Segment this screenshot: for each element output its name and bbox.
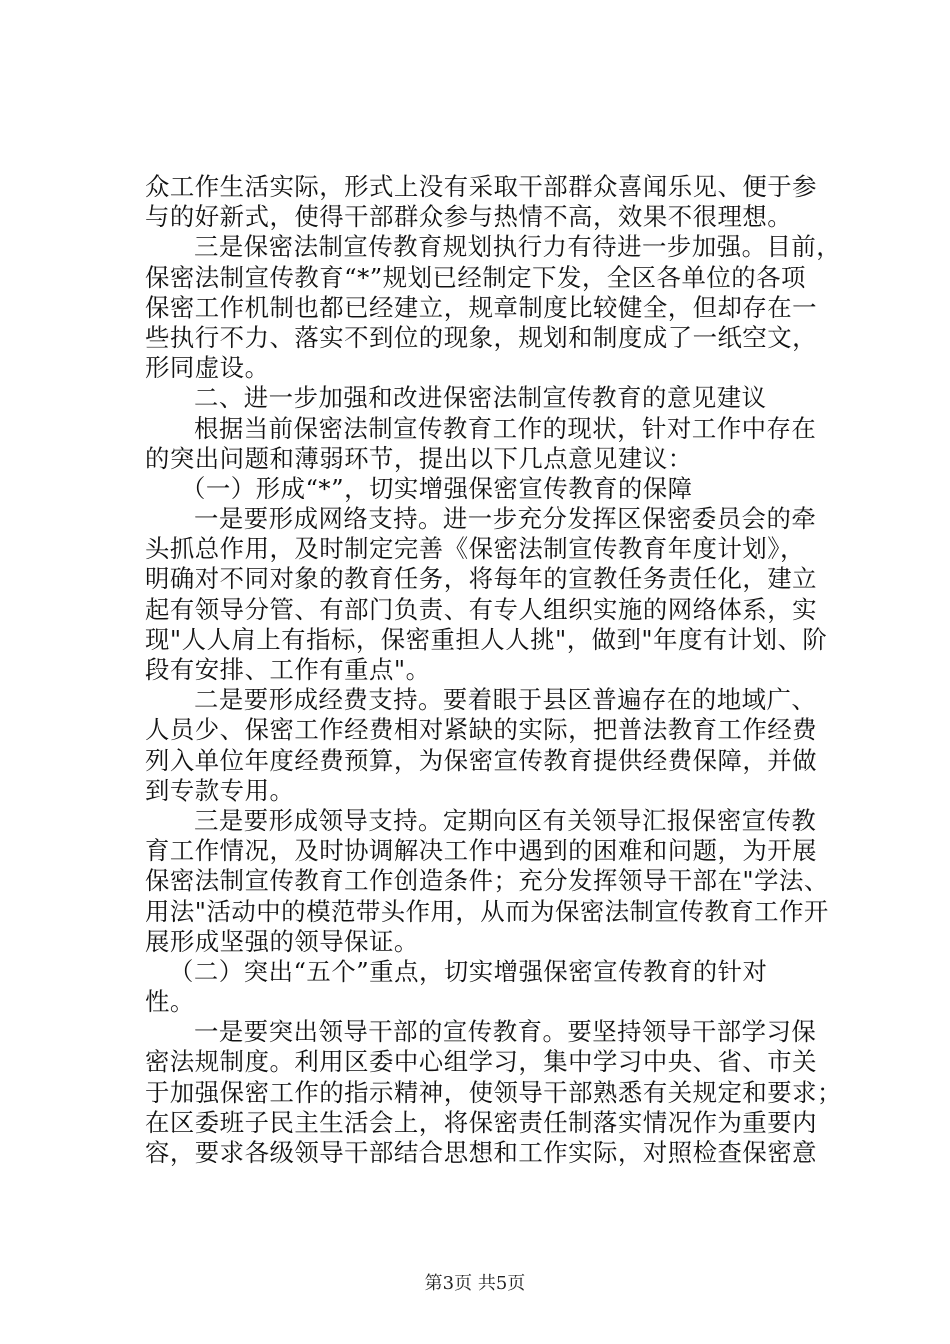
text-line: 性。 <box>145 987 195 1017</box>
text-line: 三是要形成领导支持。定期向区有关领导汇报保密宣传教 <box>194 805 817 835</box>
text-line: 头抓总作用，及时制定完善《保密法制宣传教育年度计划》， <box>145 534 805 564</box>
text-line: 三是保密法制宣传教育规划执行力有待进一步加强。目前， <box>194 232 842 262</box>
text-line: 于加强保密工作的指示精神，使领导干部熟悉有关规定和要求； <box>145 1077 842 1107</box>
text-line: 密法规制度。利用区委中心组学习，集中学习中央、省、市关 <box>145 1047 818 1077</box>
text-line: 二是要形成经费支持。要着眼于县区普遍存在的地域广、 <box>194 685 817 715</box>
text-line: 一是要突出领导干部的宣传教育。要坚持领导干部学习保 <box>194 1017 817 1047</box>
text-line: 众工作生活实际，形式上没有采取干部群众喜闻乐见、便于参 <box>145 172 818 201</box>
text-line: 保密法制宣传教育工作创造条件；充分发挥领导干部在"学法、 <box>145 866 829 896</box>
text-line: 容，要求各级领导干部结合思想和工作实际，对照检查保密意 <box>145 1138 818 1167</box>
text-line: 保密工作机制也都已经建立，规章制度比较健全，但却存在一 <box>145 292 818 322</box>
body-text <box>145 172 845 1168</box>
text-line: 段有安排、工作有重点"。 <box>145 655 431 684</box>
text-line: 明确对不同对象的教育任务，将每年的宣教任务责任化，建立 <box>145 564 818 594</box>
text-line: 用法"活动中的模范带头作用，从而为保密法制宣传教育工作开 <box>145 896 829 926</box>
section-heading: 二、进一步加强和改进保密法制宣传教育的意见建议 <box>194 383 767 413</box>
page-footer: 第3页 共5页 <box>424 1273 526 1294</box>
text-line: 与的好新式，使得干部群众参与热情不高，效果不很理想。 <box>145 202 793 232</box>
text-line: 根据当前保密法制宣传教育工作的现状，针对工作中存在 <box>194 413 817 443</box>
text-line: 到专款专用。 <box>145 775 295 805</box>
text-line: 起有领导分管、有部门负责、有专人组织实施的网络体系，实 <box>145 594 818 624</box>
text-line: 列入单位年度经费预算，为保密宣传教育提供经费保障，并做 <box>145 745 818 775</box>
subsection-heading: （一）形成“*”，切实增强保密宣传教育的保障 <box>181 473 693 503</box>
text-line: 展形成坚强的领导保证。 <box>145 926 419 956</box>
text-line: 现"人人肩上有指标，保密重担人人挑"，做到"年度有计划、阶 <box>145 624 828 654</box>
text-line: 些执行不力、落实不到位的现象，规划和制度成了一纸空文， <box>145 322 818 352</box>
text-line: 保密法制宣传教育“*”规划已经制定下发，全区各单位的各项 <box>145 262 806 292</box>
text-line: 的突出问题和薄弱环节，提出以下几点意见建议： <box>145 443 693 473</box>
text-line: 人员少、保密工作经费相对紧缺的实际，把普法教育工作经费 <box>145 715 818 745</box>
text-line: 育工作情况，及时协调解决工作中遇到的困难和问题，为开展 <box>145 836 818 866</box>
text-line: 一是要形成网络支持。进一步充分发挥区保密委员会的牵 <box>194 504 817 534</box>
text-line: 形同虚设。 <box>145 353 270 383</box>
subsection-heading: （二）突出“五个”重点，切实增强保密宣传教育的针对 <box>169 956 768 986</box>
text-line: 在区委班子民主生活会上，将保密责任制落实情况作为重要内 <box>145 1107 818 1137</box>
